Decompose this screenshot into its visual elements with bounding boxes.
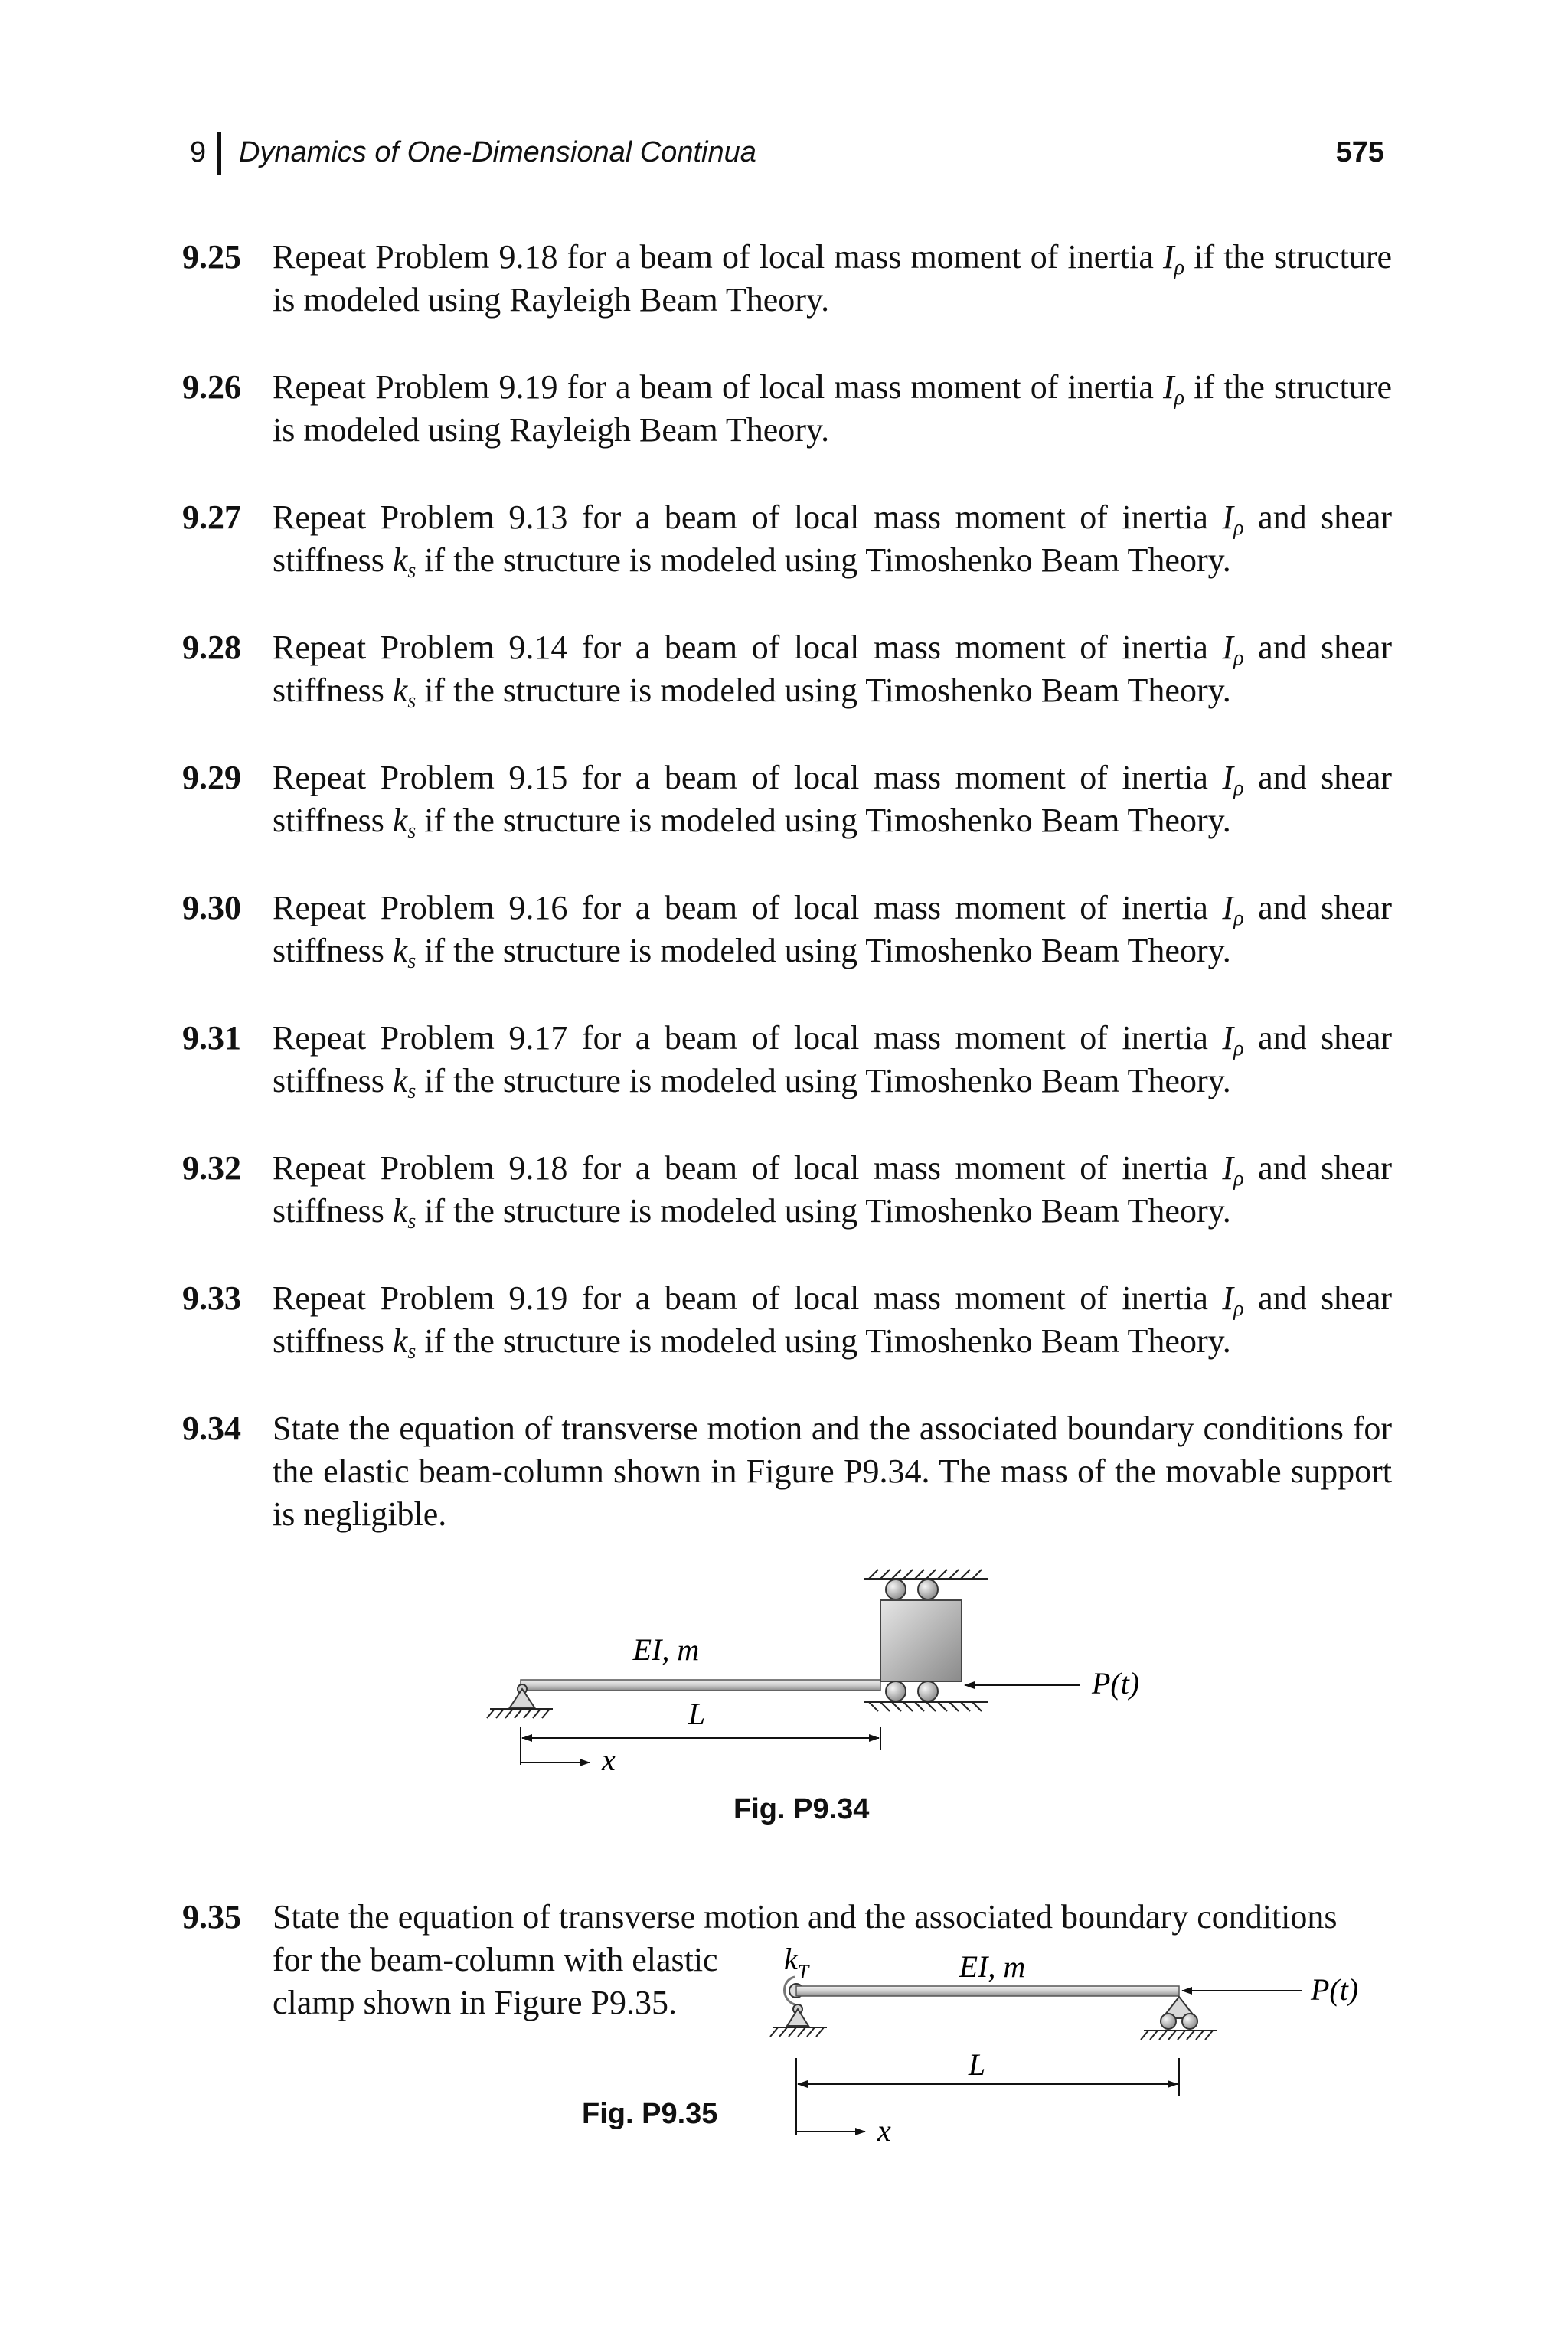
- label-EI-m: EI, m: [632, 1632, 700, 1667]
- problem-number: 9.25: [182, 238, 241, 276]
- label-load: P(t): [1311, 1972, 1359, 2007]
- inertia-symbol: I: [1163, 238, 1174, 276]
- figure-caption-p9-35: Fig. P9.35: [582, 2098, 718, 2130]
- pin-support: [770, 2004, 827, 2037]
- problem-text: Repeat Problem 9.18 for a beam of local mass moment of inertia $I_\rho$ and shear stiffness $k_s$ if the structure is modeled using Timoshenko Beam Theory.: [273, 1149, 1392, 1233]
- problem-text: Repeat Problem 9.19 for a beam of local mass moment of inertia $I_\rho$ and shear stiffness $k_s$ if the structure is modeled using Timoshenko Beam Theory.: [273, 1279, 1392, 1364]
- label-x: x: [877, 2113, 891, 2148]
- problem-9-27: [182, 496, 1392, 582]
- problem-9-32: [182, 1147, 1392, 1233]
- problem-text: State the equation of transverse motion and the associated boundary conditions for the elastic beam-column shown in Figure P9.34. The mass of the movable support is negligible.: [273, 1410, 1392, 1533]
- beam: [521, 1680, 880, 1691]
- inertia-symbol: I: [1163, 368, 1174, 406]
- shear-symbol: k: [392, 671, 408, 709]
- problem-number: 9.26: [182, 368, 241, 406]
- inertia-symbol: I: [1222, 889, 1234, 926]
- shear-symbol: k: [392, 932, 408, 969]
- length-dimension: [521, 1727, 880, 1765]
- roller-bottom-left: [886, 1681, 906, 1701]
- problem-number: 9.30: [182, 889, 241, 926]
- problem-text: Repeat Problem 9.15 for a beam of local mass moment of inertia $I_\rho$ and shear stiffness $k_s$ if the structure is modeled using Timoshenko Beam Theory.: [273, 759, 1392, 843]
- roller-support: [1141, 1997, 1217, 2040]
- shear-symbol: k: [392, 802, 408, 839]
- inertia-symbol: I: [1222, 498, 1234, 536]
- page-number: 575: [1335, 136, 1384, 168]
- problem-9-30: [182, 887, 1392, 972]
- problem-9-33: [182, 1277, 1392, 1363]
- problem-line-3: clamp shown in Figure P9.35.: [273, 1984, 677, 2021]
- top-wall-hatch: [864, 1570, 988, 1579]
- problem-number: 9.27: [182, 498, 241, 536]
- label-spring-constant: $k_T$: [784, 1942, 809, 1983]
- shear-symbol: k: [392, 1192, 408, 1230]
- problem-number: 9.31: [182, 1019, 241, 1057]
- problem-number: 9.29: [182, 759, 241, 796]
- movable-support-block: [880, 1600, 962, 1681]
- problem-line-1: State the equation of transverse motion and the associated boundary conditions: [273, 1898, 1338, 1936]
- problem-text: Repeat Problem 9.16 for a beam of local mass moment of inertia $I_\rho$ and shear stiffness $k_s$ if the structure is modeled using Timoshenko Beam Theory.: [273, 889, 1392, 973]
- problem-9-28: [182, 626, 1392, 712]
- label-length: L: [688, 1697, 706, 1731]
- shear-symbol: k: [392, 541, 408, 579]
- problem-9-26: [182, 366, 1392, 452]
- header-divider: [217, 132, 221, 175]
- problem-text: Repeat Problem 9.19 for a beam of local mass moment of inertia $I_\rho$ if the structure is modeled using Rayleigh Beam Theory.: [273, 368, 1392, 449]
- chapter-title: Dynamics of One-Dimensional Continua: [239, 136, 756, 168]
- roller-top-right: [918, 1580, 938, 1599]
- label-EI-m: EI, m: [959, 1949, 1026, 1984]
- bottom-wall-hatch: [864, 1702, 988, 1711]
- problem-number: 9.28: [182, 629, 241, 666]
- length-dimension: [796, 2058, 1179, 2135]
- problem-text: Repeat Problem 9.17 for a beam of local mass moment of inertia $I_\rho$ and shear stiffness $k_s$ if the structure is modeled using Timoshenko Beam Theory.: [273, 1019, 1392, 1103]
- inertia-symbol: I: [1222, 1279, 1234, 1317]
- problem-number: 9.33: [182, 1279, 241, 1317]
- problem-number: 9.34: [182, 1410, 241, 1447]
- running-head: [190, 132, 1384, 175]
- figure-p9-34: [459, 1562, 1140, 1784]
- problem-9-29: [182, 756, 1392, 842]
- label-length: L: [968, 2047, 986, 2082]
- inertia-symbol: I: [1222, 759, 1234, 796]
- problem-9-31: [182, 1017, 1392, 1103]
- problem-number: 9.32: [182, 1149, 241, 1187]
- problem-text: Repeat Problem 9.18 for a beam of local mass moment of inertia $I_\rho$ if the structure is modeled using Rayleigh Beam Theory.: [273, 238, 1392, 319]
- inertia-symbol: I: [1222, 1019, 1234, 1057]
- inertia-symbol: I: [1222, 629, 1234, 666]
- shear-symbol: k: [392, 1322, 408, 1360]
- problem-text: Repeat Problem 9.13 for a beam of local mass moment of inertia $I_\rho$ and shear stiffness $k_s$ if the structure is modeled using Timoshenko Beam Theory.: [273, 498, 1392, 583]
- beam: [796, 1986, 1179, 1996]
- label-x: x: [602, 1743, 616, 1777]
- shear-symbol: k: [392, 1062, 408, 1099]
- problem-line-2: for the beam-column with elastic: [273, 1941, 718, 1978]
- chapter-number: 9: [190, 136, 207, 168]
- label-load: P(t): [1092, 1666, 1140, 1701]
- figure-p9-35: [766, 1929, 1424, 2174]
- problem-9-34: [182, 1407, 1392, 1536]
- roller-bottom-right: [918, 1681, 938, 1701]
- problem-number: 9.35: [182, 1898, 241, 1936]
- problem-9-25: [182, 236, 1392, 322]
- problem-text: Repeat Problem 9.14 for a beam of local mass moment of inertia $I_\rho$ and shear stiffness $k_s$ if the structure is modeled using Timoshenko Beam Theory.: [273, 629, 1392, 713]
- inertia-symbol: I: [1222, 1149, 1234, 1187]
- figure-caption-p9-34: Fig. P9.34: [733, 1793, 870, 1825]
- roller-top-left: [886, 1580, 906, 1599]
